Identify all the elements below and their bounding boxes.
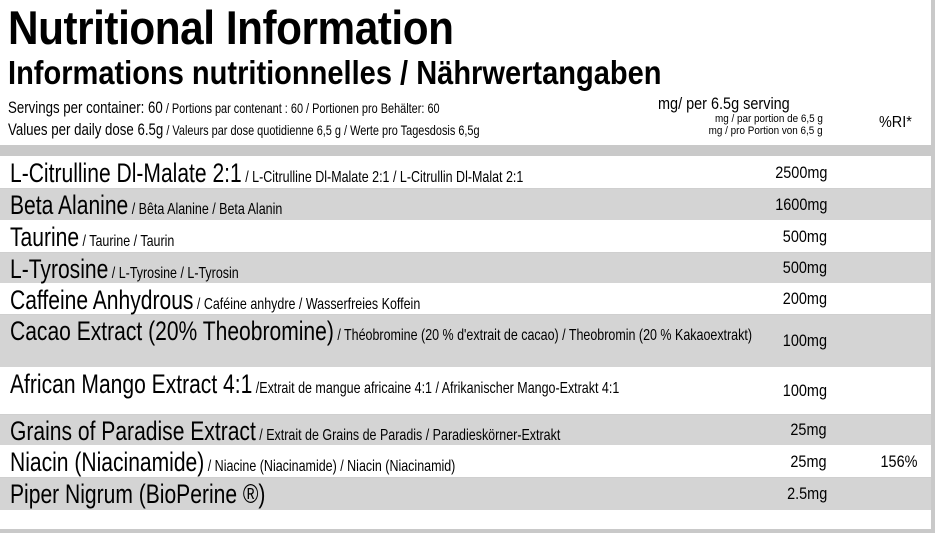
- nutrient-amount: 2.5mg: [786, 484, 827, 503]
- servings-translation: / Portions par contenant : 60 / Portionen pro Behälter: 60: [162, 100, 440, 116]
- nutrient-amount: 2500mg: [774, 162, 827, 182]
- servings-line: [8, 98, 440, 118]
- nutrient-ri: 156%: [880, 451, 917, 471]
- serving-size-header-de: mg / pro Portion von 6,5 g: [709, 125, 823, 137]
- nutrient-translation: / Théobromine (20 % d'extrait de cacao) / Theobromin (20 % Kakaoextrakt): [333, 327, 752, 344]
- nutrient-amount: 500mg: [782, 226, 827, 246]
- nutrient-translation: / L-Tyrosine / L-Tyrosin: [108, 265, 239, 282]
- values-en: Values per daily dose 6.5g: [8, 120, 164, 139]
- nutrient-name: Taurine: [10, 222, 80, 252]
- nutrient-name: Niacin (Niacinamide): [10, 447, 205, 477]
- nutrient-amount: 1600mg: [774, 194, 827, 214]
- nutrient-name: Beta Alanine: [10, 190, 129, 220]
- nutrient-amount: 25mg: [790, 420, 827, 439]
- nutrient-translation: / L-Citrulline Dl-Malate 2:1 / L-Citrullin Dl-Malat 2:1: [241, 169, 524, 186]
- table-row: [0, 157, 931, 189]
- nutrient-cell: [10, 317, 759, 346]
- table-row: [0, 478, 931, 511]
- nutrient-translation: / Bêta Alanine / Beta Alanin: [128, 201, 283, 218]
- nutrient-cell: [10, 223, 759, 252]
- serving-size-header-fr: mg / par portion de 6,5 g: [715, 113, 823, 125]
- nutrient-name: Caffeine Anhydrous: [10, 285, 194, 315]
- nutrient-amount: 200mg: [782, 289, 827, 308]
- page-title: Nutritional Information: [8, 1, 454, 54]
- nutrient-name: Grains of Paradise Extract: [10, 416, 256, 446]
- nutrient-translation: /Extrait de mangue africaine 4:1 / Afrikanischer Mango-Extrakt 4:1: [252, 380, 620, 397]
- nutrient-name: L-Tyrosine: [10, 254, 109, 284]
- header-divider: [0, 145, 931, 156]
- nutrient-cell: [10, 191, 759, 220]
- nutrient-cell: [10, 286, 759, 315]
- nutrient-cell: [10, 370, 759, 399]
- values-translation: / Valeurs par dose quotidienne 6,5 g / Werte pro Tagesdosis 6,5g: [163, 122, 480, 138]
- nutrient-name: African Mango Extract 4:1: [10, 369, 253, 399]
- ri-header: %RI*: [879, 114, 912, 131]
- nutrient-cell: [10, 480, 759, 509]
- servings-en: Servings per container: 60: [8, 98, 163, 117]
- nutrient-amount: 500mg: [782, 258, 827, 277]
- nutrient-cell: [10, 448, 759, 477]
- nutrient-name: Cacao Extract (20% Theobromine): [10, 316, 334, 346]
- nutrient-cell: [10, 417, 759, 446]
- nutrient-amount: 100mg: [782, 381, 827, 400]
- table-row: [0, 221, 931, 253]
- table-row: [0, 189, 931, 221]
- nutrient-translation: / Extrait de Grains de Paradis / Paradieskörner-Extrakt: [255, 427, 561, 444]
- nutrient-translation: / Taurine / Taurin: [79, 233, 175, 250]
- nutrient-name: Piper Nigrum (BioPerine ®): [10, 479, 266, 509]
- nutrient-name: L-Citrulline Dl-Malate 2:1: [10, 158, 242, 188]
- nutrient-translation: / Caféine anhydre / Wasserfreies Koffein: [193, 296, 421, 313]
- nutrient-amount: 25mg: [790, 451, 827, 471]
- serving-size-header: mg/ per 6.5g serving: [658, 94, 790, 113]
- table-row: [0, 415, 931, 446]
- nutrient-amount: 100mg: [782, 331, 827, 350]
- nutrient-cell: [10, 255, 759, 284]
- table-row: [0, 315, 931, 368]
- nutrient-table: [0, 157, 931, 511]
- table-row: [0, 253, 931, 284]
- nutrient-cell: [10, 159, 759, 188]
- table-row: [0, 284, 931, 315]
- page-subtitle: Informations nutritionnelles / Nährwertangaben: [8, 54, 662, 91]
- table-row: [0, 368, 931, 415]
- nutrient-translation: / Niacine (Niacinamide) / Niacin (Niacinamid): [204, 458, 456, 475]
- values-line: [8, 120, 480, 140]
- table-row: [0, 446, 931, 478]
